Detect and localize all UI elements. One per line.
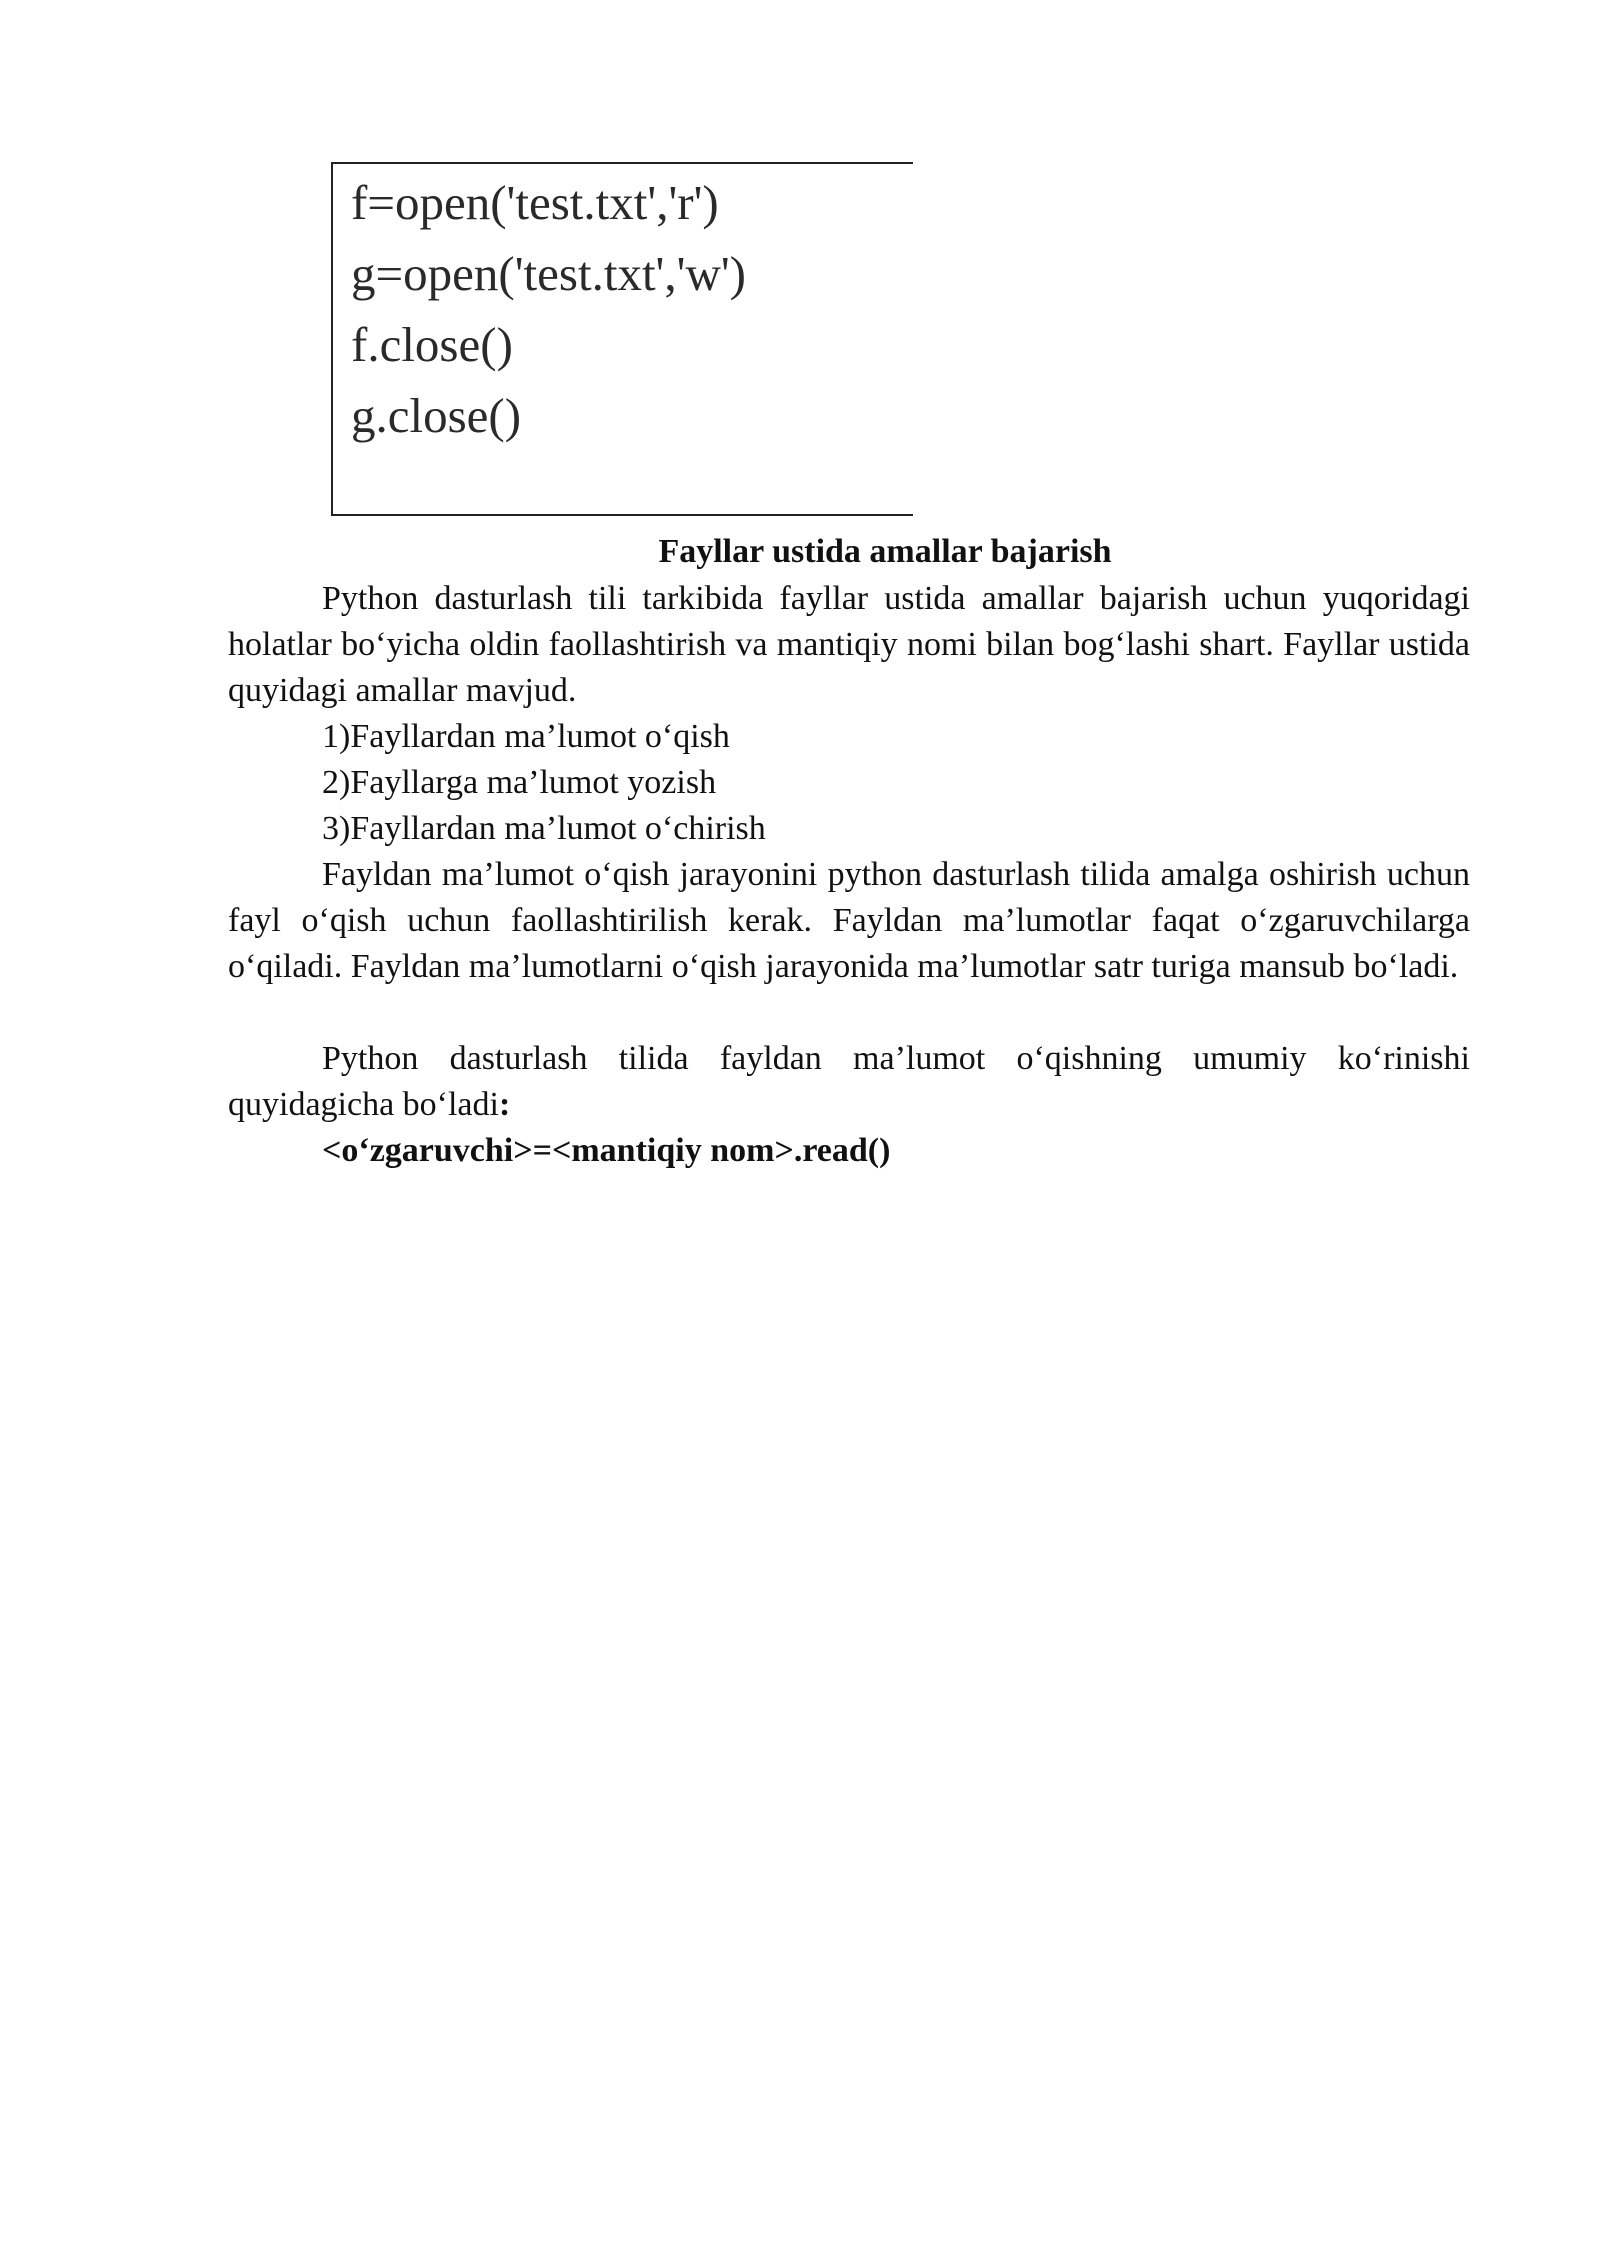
- code-line-3: f.close(): [351, 317, 513, 372]
- list-item-2: 2)Fayllarga ma’lumot yozish: [322, 764, 717, 801]
- paragraph-syntax-colon: :: [498, 1086, 511, 1123]
- paragraph-reading: Fayldan ma’lumot o‘qish jarayonini python dasturlash tilida amalga oshirish uchun fayl o‘qish uchun faollashtirilish kerak. Fayldan ma’lumotlar faqat o‘zgaruvchilarga o‘qiladi. Fayldan ma’lumotlarni o‘qish jarayonida ma’lumotlar satr turiga mansub bo‘ladi.: [228, 856, 1470, 985]
- code-line-2: g=open('test.txt','w'): [351, 246, 746, 301]
- read-syntax-formula: <o‘zgaruvchi>=<mantiqiy nom>.read(): [322, 1132, 891, 1169]
- code-line-1: f=open('test.txt','r'): [351, 175, 719, 230]
- code-line-4: g.close(): [351, 388, 522, 443]
- paragraph-syntax: [228, 1036, 1470, 1128]
- paragraph-syntax-text: Python dasturlash tilida fayldan ma’lumot o‘qishning umumiy ko‘rinishi quyidagicha bo‘ladi: [228, 1040, 1470, 1123]
- list-item-3: 3)Fayllardan ma’lumot o‘chirish: [322, 810, 766, 847]
- figure-caption: Fayllar ustida amallar bajarish: [658, 533, 1112, 570]
- list-item-1: 1)Fayllardan ma’lumot o‘qish: [322, 718, 730, 755]
- code-figure: [331, 162, 913, 516]
- paragraph-intro: Python dasturlash tili tarkibida fayllar ustida amallar bajarish uchun yuqoridagi holatlar bo‘yicha oldin faollashtirish va mantiqiy nomi bilan bog‘lashi shart. Fayllar ustida quyidagi amallar mavjud.: [228, 580, 1470, 709]
